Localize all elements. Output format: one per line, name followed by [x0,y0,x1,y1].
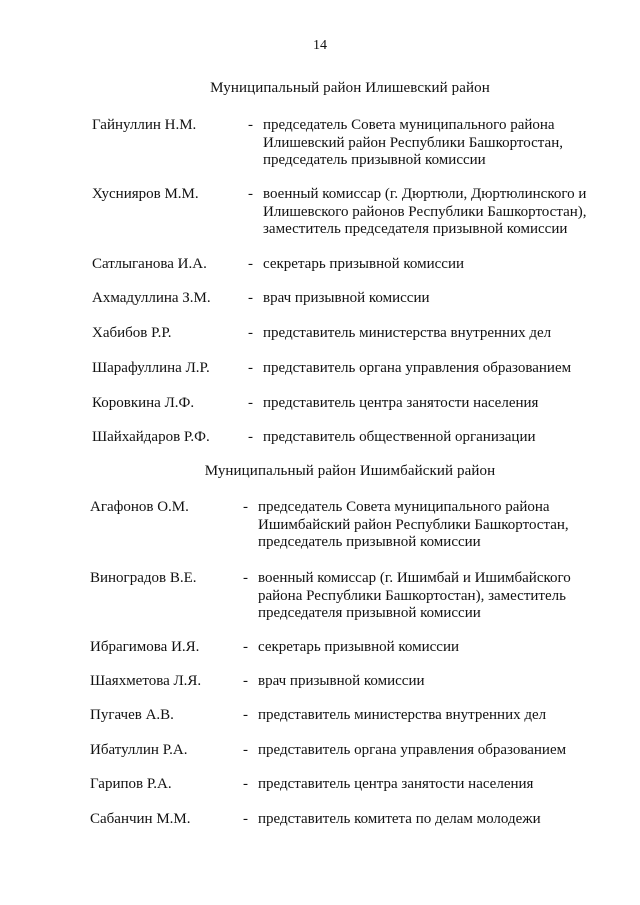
member-role [263,186,608,239]
member-role-line: представитель общественной организации [263,429,536,445]
section-title: Муниципальный район Ишимбайский район [204,463,496,479]
member-role [258,639,603,657]
member-role-line: представитель центра занятости населения [258,776,534,792]
member-role-line: Илишевского районов Республики Башкортостан), [263,203,587,220]
member-role-line: председатель Совета муниципального района [263,117,555,133]
member-dash: - [248,325,253,341]
member-name: Шарафуллина Л.Р. [92,360,210,376]
member-role-line: представитель министерства внутренних дел [263,325,552,341]
member-role [263,325,608,343]
member-role-line: председатель Совета муниципального района [258,499,550,515]
member-role [263,290,608,308]
member-name: Шайхайдаров Р.Ф. [92,429,210,445]
member-dash: - [248,256,253,272]
member-role [258,742,603,760]
member-role [258,811,603,829]
member-role [263,117,608,170]
member-role-line: председатель призывной комиссии [263,152,486,168]
member-name: Ибрагимова И.Я. [90,639,200,655]
member-role-line: председатель призывной комиссии [258,534,481,550]
member-role-line: района Республики Башкортостан), заместитель [258,587,566,604]
member-role [263,395,608,413]
member-role-line: врач призывной комиссии [258,673,425,689]
member-role-line: представитель органа управления образованием [258,742,567,758]
member-name: Агафонов О.М. [90,499,189,515]
member-role-line: секретарь призывной комиссии [263,256,465,272]
member-name: Сатлыганова И.А. [92,256,207,272]
member-role-line: представитель министерства внутренних дел [258,707,547,723]
member-name: Виноградов В.Е. [90,570,197,586]
member-role [258,776,603,794]
member-role-line: военный комиссар (г. Ишимбай и Ишимбайского [258,570,571,586]
member-name: Пугачев А.В. [90,707,174,723]
member-role-line: секретарь призывной комиссии [258,639,460,655]
member-dash: - [248,290,253,306]
member-dash: - [243,639,248,655]
member-role [263,256,608,274]
member-role-line: представитель центра занятости населения [263,395,539,411]
member-role [258,570,603,623]
member-dash: - [248,117,253,133]
member-dash: - [248,395,253,411]
member-role [258,673,603,691]
member-dash: - [243,776,248,792]
member-role-line: заместитель председателя призывной комиссии [263,221,568,237]
member-dash: - [248,360,253,376]
member-role-line: Ишимбайский район Республики Башкортостан, [258,516,569,533]
member-role-line: представитель органа управления образованием [263,360,572,376]
member-role-line: представитель комитета по делам молодежи [258,811,541,827]
member-role [258,499,603,552]
member-role-line: Илишевский район Республики Башкортостан, [263,134,563,151]
member-name: Шаяхметова Л.Я. [90,673,202,689]
member-name: Гайнуллин Н.М. [92,117,197,133]
member-name: Ибатуллин Р.А. [90,742,188,758]
member-name: Сабанчин М.М. [90,811,191,827]
member-dash: - [243,673,248,689]
member-dash: - [243,742,248,758]
member-dash: - [243,570,248,586]
member-dash: - [243,499,248,515]
member-role-line: председателя призывной комиссии [258,605,481,621]
member-dash: - [248,429,253,445]
section-title: Муниципальный район Илишевский район [210,80,490,96]
member-role [258,707,603,725]
member-name: Хуснияров М.М. [92,186,199,202]
member-name: Хабибов Р.Р. [92,325,172,341]
member-role [263,429,608,447]
member-name: Гарипов Р.А. [90,776,172,792]
member-name: Ахмадуллина З.М. [92,290,211,306]
member-role-line: врач призывной комиссии [263,290,430,306]
page-number: 14 [313,38,327,53]
member-role [263,360,608,378]
member-role-line: военный комиссар (г. Дюртюли, Дюртюлинского и [263,186,587,202]
member-name: Коровкина Л.Ф. [92,395,195,411]
member-dash: - [243,707,248,723]
member-dash: - [243,811,248,827]
member-dash: - [248,186,253,202]
